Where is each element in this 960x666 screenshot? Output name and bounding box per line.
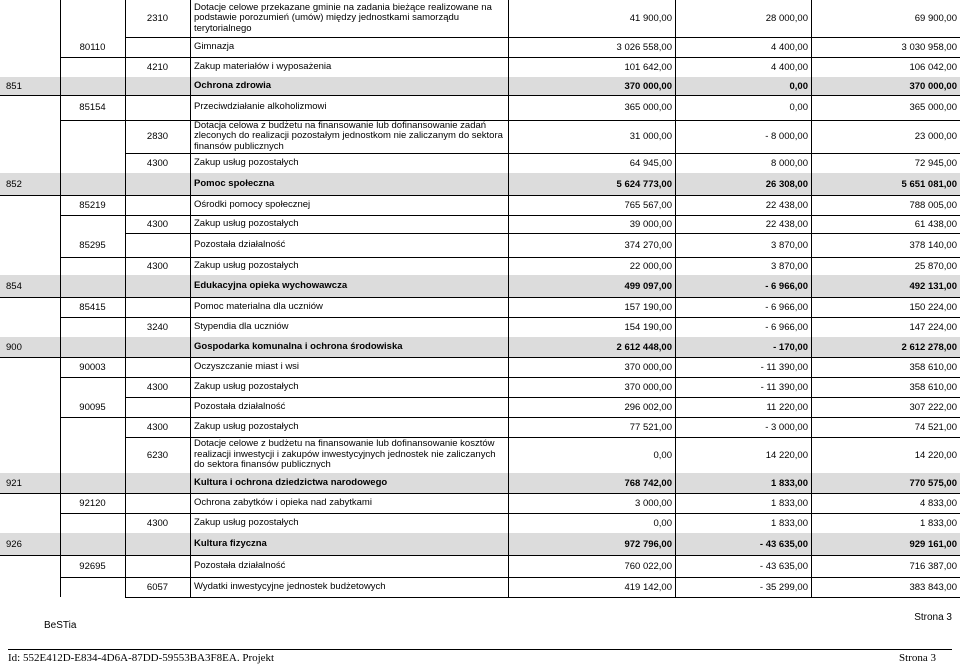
amount-before-cell: 972 796,00	[624, 538, 672, 550]
table-row	[0, 77, 960, 95]
paragraf-cell: 2830	[146, 131, 169, 142]
amount-after-cell: 5 651 081,00	[901, 178, 957, 190]
description-cell: Dotacje celowe z budżetu na finansowanie lub dofinansowanie kosztów realizacji inwestycji i zakupów inwestycyjnych jednostek nie zaliczanych do sektora finansów publicznych	[194, 438, 496, 471]
footer-divider	[8, 649, 952, 650]
dzial-cell	[0, 437, 60, 473]
table-row	[0, 120, 960, 153]
amount-before-cell: 77 521,00	[629, 421, 672, 433]
rozdzial-cell	[60, 473, 125, 493]
dzial-cell	[0, 95, 60, 120]
dzial-cell	[0, 120, 60, 153]
paragraf-cell	[125, 173, 190, 195]
amount-change-cell: 26 308,00	[765, 178, 808, 190]
dzial-cell	[0, 493, 60, 513]
description-cell: Pozostała działalność	[194, 238, 286, 250]
description-cell: Gimnazja	[194, 40, 235, 52]
paragraf-cell: 4300	[146, 218, 169, 230]
amount-after-cell: 1 833,00	[920, 517, 957, 529]
dzial-cell	[0, 37, 60, 57]
description-cell: Zakup materiałów i wyposażenia	[194, 60, 332, 72]
paragraf-cell	[125, 555, 190, 577]
amount-change-cell: - 3 000,00	[765, 421, 808, 433]
paragraf-cell: 4300	[146, 381, 169, 393]
description-cell: Pozostała działalność	[194, 400, 286, 412]
table-row	[0, 317, 960, 337]
paragraf-cell	[125, 275, 190, 297]
description-cell: Stypendia dla uczniów	[194, 320, 289, 332]
dzial-cell	[0, 513, 60, 533]
description-cell: Zakup usług pozostałych	[194, 380, 299, 392]
amount-after-cell: 492 131,00	[909, 280, 957, 292]
amount-change-cell: - 43 635,00	[759, 538, 808, 550]
rozdzial-cell: 85219	[79, 199, 106, 211]
table-row	[0, 397, 960, 417]
amount-after-cell: 69 900,00	[914, 13, 957, 24]
amount-change-cell: 0,00	[789, 102, 808, 113]
description-cell: Zakup usług pozostałych	[194, 259, 299, 271]
table-row	[0, 275, 960, 297]
amount-after-cell: 788 005,00	[909, 199, 957, 211]
amount-change-cell: - 43 635,00	[759, 560, 808, 572]
amount-change-cell: 3 870,00	[771, 260, 808, 272]
paragraf-cell	[125, 233, 190, 257]
table-row	[0, 0, 960, 37]
description-cell: Pomoc materialna dla uczniów	[194, 300, 323, 312]
dzial-cell	[0, 357, 60, 377]
description-cell: Gospodarka komunalna i ochrona środowiska	[194, 340, 403, 352]
amount-before-cell: 64 945,00	[629, 157, 672, 169]
description-cell: Pozostała działalność	[194, 559, 286, 571]
amount-change-cell: 14 220,00	[765, 449, 808, 461]
amount-before-cell: 31 000,00	[629, 131, 672, 142]
description-cell: Oczyszczanie miast i wsi	[194, 360, 300, 372]
amount-change-cell: - 35 299,00	[759, 581, 808, 593]
dzial-cell	[0, 417, 60, 437]
rozdzial-cell	[60, 337, 125, 357]
description-cell: Ochrona zabytków i opieka nad zabytkami	[194, 496, 372, 508]
paragraf-cell	[125, 77, 190, 95]
paragraf-cell: 4210	[146, 61, 169, 73]
amount-change-cell: 8 000,00	[771, 157, 808, 169]
description-cell: Zakup usług pozostałych	[194, 156, 299, 168]
paragraf-cell: 2310	[146, 13, 169, 24]
rozdzial-cell: 85154	[79, 102, 106, 113]
table-row	[0, 533, 960, 555]
description-cell: Edukacyjna opieka wychowawcza	[194, 279, 348, 291]
amount-after-cell: 23 000,00	[914, 131, 957, 142]
amount-before-cell: 41 900,00	[629, 13, 672, 24]
paragraf-cell: 3240	[146, 321, 169, 333]
paragraf-cell	[125, 95, 190, 120]
table-row	[0, 357, 960, 377]
amount-after-cell: 370 000,00	[909, 80, 957, 92]
rozdzial-cell	[60, 437, 125, 473]
amount-before-cell: 370 000,00	[624, 80, 672, 92]
footer-page-label: Strona 3	[914, 612, 952, 623]
description-cell: Wydatki inwestycyjne jednostek budżetowych	[194, 580, 386, 592]
rozdzial-cell	[60, 153, 125, 173]
footer-app-name: BeSTia	[44, 620, 77, 631]
rozdzial-cell: 92120	[79, 497, 106, 509]
dzial-cell: 852	[6, 178, 22, 190]
dzial-cell	[0, 233, 60, 257]
amount-before-cell: 154 190,00	[624, 321, 672, 333]
amount-before-cell: 101 642,00	[624, 61, 672, 73]
rozdzial-cell: 92695	[79, 560, 106, 572]
amount-after-cell: 770 575,00	[909, 477, 957, 489]
description-cell: Przeciwdziałanie alkoholizmowi	[194, 101, 327, 113]
rozdzial-cell: 85415	[79, 301, 106, 313]
dzial-cell	[0, 377, 60, 397]
amount-before-cell: 765 567,00	[624, 199, 672, 211]
description-cell: Zakup usług pozostałych	[194, 420, 299, 432]
paragraf-cell	[125, 533, 190, 555]
amount-change-cell: 0,00	[789, 80, 808, 92]
amount-change-cell: 1 833,00	[771, 497, 808, 509]
dzial-cell	[0, 215, 60, 233]
paragraf-cell: 4300	[146, 517, 169, 529]
amount-after-cell: 25 870,00	[914, 260, 957, 272]
amount-before-cell: 5 624 773,00	[616, 178, 672, 190]
description-cell: Pomoc społeczna	[194, 177, 275, 189]
dzial-cell	[0, 57, 60, 77]
dzial-cell: 851	[6, 80, 22, 92]
dzial-cell	[0, 397, 60, 417]
description-cell: Dotacje celowe przekazane gminie na zadania bieżące realizowane na podstawie porozumień (umów) między jednostkami samorządu terytorialnego	[194, 1, 492, 34]
amount-after-cell: 358 610,00	[909, 381, 957, 393]
amount-after-cell: 929 161,00	[909, 538, 957, 550]
dzial-cell: 854	[6, 280, 22, 292]
amount-after-cell: 383 843,00	[909, 581, 957, 593]
amount-change-cell: 22 438,00	[765, 199, 808, 211]
amount-change-cell: 22 438,00	[765, 218, 808, 230]
dzial-cell	[0, 257, 60, 275]
table-row	[0, 153, 960, 173]
table-row	[0, 215, 960, 233]
description-cell: Zakup usług pozostałych	[194, 217, 299, 229]
amount-before-cell: 370 000,00	[624, 361, 672, 373]
dzial-cell	[0, 195, 60, 215]
footer-document-id: Id: 552E412D-E834-4D6A-87DD-59553BA3F8EA. Projekt	[8, 652, 275, 664]
amount-after-cell: 2 612 278,00	[901, 341, 957, 353]
row-rule	[125, 597, 960, 598]
table-row	[0, 513, 960, 533]
paragraf-cell	[125, 473, 190, 493]
table-row	[0, 493, 960, 513]
rozdzial-cell	[60, 377, 125, 397]
dzial-cell	[0, 577, 60, 597]
amount-before-cell: 365 000,00	[624, 102, 672, 113]
description-cell: Kultura fizyczna	[194, 537, 267, 549]
rozdzial-cell	[60, 77, 125, 95]
dzial-cell	[0, 297, 60, 317]
amount-change-cell: - 8 000,00	[765, 131, 808, 142]
amount-after-cell: 106 042,00	[909, 61, 957, 73]
table-row	[0, 57, 960, 77]
amount-before-cell: 768 742,00	[624, 477, 672, 489]
rozdzial-cell	[60, 120, 125, 153]
paragraf-cell: 6057	[146, 581, 169, 593]
table-row	[0, 337, 960, 357]
paragraf-cell	[125, 297, 190, 317]
paragraf-cell	[125, 195, 190, 215]
amount-change-cell: - 11 390,00	[760, 381, 808, 393]
table-row	[0, 473, 960, 493]
amount-after-cell: 147 224,00	[909, 321, 957, 333]
amount-before-cell: 296 002,00	[624, 401, 672, 413]
paragraf-cell	[125, 357, 190, 377]
table-row	[0, 577, 960, 597]
amount-after-cell: 14 220,00	[914, 449, 957, 461]
dzial-cell	[0, 153, 60, 173]
amount-after-cell: 72 945,00	[914, 157, 957, 169]
amount-change-cell: 11 220,00	[766, 401, 808, 413]
table-row	[0, 257, 960, 275]
amount-after-cell: 74 521,00	[914, 421, 957, 433]
amount-change-cell: - 6 966,00	[765, 321, 808, 333]
description-cell: Zakup usług pozostałych	[194, 516, 299, 528]
dzial-cell	[0, 0, 60, 37]
rozdzial-cell	[60, 173, 125, 195]
table-row	[0, 417, 960, 437]
amount-change-cell: - 11 390,00	[760, 361, 808, 373]
table-row	[0, 195, 960, 215]
paragraf-cell	[125, 397, 190, 417]
amount-before-cell: 370 000,00	[624, 381, 672, 393]
amount-after-cell: 365 000,00	[909, 102, 957, 113]
rozdzial-cell	[60, 275, 125, 297]
rozdzial-cell	[60, 533, 125, 555]
dzial-cell: 926	[6, 538, 22, 550]
table-row	[0, 555, 960, 577]
amount-change-cell: - 170,00	[773, 341, 808, 353]
amount-after-cell: 307 222,00	[909, 401, 957, 413]
amount-after-cell: 150 224,00	[909, 301, 957, 313]
amount-before-cell: 374 270,00	[624, 239, 672, 251]
rozdzial-cell	[60, 317, 125, 337]
amount-change-cell: 28 000,00	[765, 13, 808, 24]
rozdzial-cell	[60, 513, 125, 533]
footer-page-number: Strona 3	[899, 652, 936, 664]
amount-change-cell: 1 833,00	[771, 517, 808, 529]
dzial-cell	[0, 317, 60, 337]
amount-change-cell: 4 400,00	[771, 41, 808, 53]
rozdzial-cell	[60, 257, 125, 275]
amount-change-cell: 4 400,00	[771, 61, 808, 73]
amount-change-cell: 3 870,00	[771, 239, 808, 251]
rozdzial-cell: 90003	[79, 361, 106, 373]
table-row	[0, 37, 960, 57]
description-cell: Kultura i ochrona dziedzictwa narodowego	[194, 476, 388, 488]
paragraf-cell: 4300	[146, 157, 169, 169]
rozdzial-cell	[60, 0, 125, 37]
amount-after-cell: 3 030 958,00	[901, 41, 957, 53]
table-row	[0, 95, 960, 120]
table-row	[0, 297, 960, 317]
amount-before-cell: 760 022,00	[624, 560, 672, 572]
table-row	[0, 437, 960, 473]
amount-before-cell: 22 000,00	[629, 260, 672, 272]
amount-after-cell: 4 833,00	[920, 497, 957, 509]
description-cell: Dotacja celowa z budżetu na finansowanie lub dofinansowanie zadań zleconych do realizacji pozostałym jednostkom nie zaliczanym do sektora finansów publicznych	[194, 119, 503, 152]
amount-after-cell: 378 140,00	[909, 239, 957, 251]
rozdzial-cell: 90095	[79, 401, 106, 413]
amount-after-cell: 61 438,00	[914, 218, 957, 230]
amount-before-cell: 2 612 448,00	[616, 341, 672, 353]
amount-before-cell: 0,00	[653, 517, 672, 529]
paragraf-cell: 6230	[146, 449, 169, 461]
rozdzial-cell	[60, 57, 125, 77]
paragraf-cell: 4300	[146, 260, 169, 272]
rozdzial-cell: 85295	[79, 239, 106, 251]
amount-before-cell: 157 190,00	[624, 301, 672, 313]
amount-before-cell: 3 000,00	[635, 497, 672, 509]
description-cell: Ochrona zdrowia	[194, 79, 272, 91]
rozdzial-cell	[60, 417, 125, 437]
dzial-cell	[0, 555, 60, 577]
amount-after-cell: 358 610,00	[909, 361, 957, 373]
table-row	[0, 377, 960, 397]
paragraf-cell: 4300	[146, 421, 169, 433]
amount-before-cell: 499 097,00	[624, 280, 672, 292]
rozdzial-cell	[60, 577, 125, 597]
paragraf-cell	[125, 493, 190, 513]
dzial-cell: 900	[6, 341, 22, 353]
amount-change-cell: - 6 966,00	[765, 301, 808, 313]
amount-before-cell: 3 026 558,00	[616, 41, 672, 53]
amount-before-cell: 0,00	[653, 449, 672, 461]
description-cell: Ośrodki pomocy społecznej	[194, 198, 311, 210]
amount-change-cell: - 6 966,00	[765, 280, 808, 292]
table-row	[0, 233, 960, 257]
amount-before-cell: 419 142,00	[624, 581, 672, 593]
dzial-cell: 921	[6, 477, 22, 489]
table-row	[0, 173, 960, 195]
rozdzial-cell	[60, 215, 125, 233]
amount-before-cell: 39 000,00	[629, 218, 672, 230]
paragraf-cell	[125, 337, 190, 357]
amount-after-cell: 716 387,00	[909, 560, 957, 572]
amount-change-cell: 1 833,00	[771, 477, 808, 489]
rozdzial-cell: 80110	[79, 41, 106, 53]
paragraf-cell	[125, 37, 190, 57]
